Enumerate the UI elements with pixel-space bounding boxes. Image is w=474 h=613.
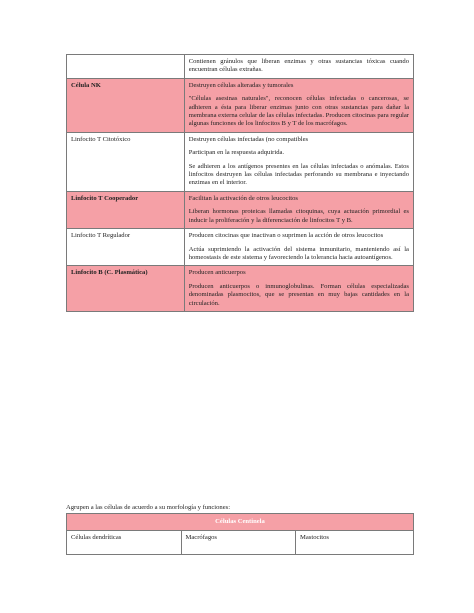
table-row (67, 55, 414, 79)
sentinel-cell: Mastocitos (296, 531, 414, 555)
cell-description (184, 132, 413, 191)
table-row (67, 229, 414, 266)
sentinel-cell: Macrófagos (181, 531, 296, 555)
description-paragraph: Participan en la respuesta adquirida. (188, 149, 285, 157)
description-paragraph: Producen anticuerpos o inmunoglobulinas. Forman células especializadas denominadas plasmocitos, que se presentan en muy bajas cantidades en la circulación. (188, 282, 409, 307)
cell-description (184, 78, 413, 132)
description-paragraph: Actúa suprimiendo la activación del sistema inmunitario, manteniendo así la homeostasis de este sistema y favoreciendo la tolerancia hacia autoantígenos. (188, 245, 409, 261)
description-paragraph: Producen citocinas que inactivan o suprimen la acción de otros leucocitos (188, 232, 384, 240)
cell-name: Linfocito T Cooperador (67, 191, 185, 228)
description-paragraph: Facilitan la activación de otros leucocitos (188, 194, 298, 202)
description-paragraph: Se adhieren a los antígenos presentes en las células infectadas o anómalas. Estos linfocitos destruyen las células infectadas perforando su membrana e inyectando enzimas en el interior. (188, 162, 409, 187)
cell-description (184, 191, 413, 228)
cell-description (184, 55, 413, 79)
cell-name: Linfocito T Regulador (67, 229, 185, 266)
description-paragraph: Destruyen células infectadas (no compatibles (188, 135, 309, 143)
cell-types-table-body (67, 55, 414, 312)
cell-name: Linfocito B (C. Plasmática) (67, 266, 185, 312)
cell-name (67, 55, 185, 79)
description-paragraph: "Células asesinas naturales", reconocen células infectadas o cancerosas, se adhieren a ésta para liberar enzimas junto con otras sustancias para dañar la membrana externa celular de las células infectadas. Producen citocinas para regular algunas funciones de los linfocitos B y T de los macrófagos. (188, 95, 409, 128)
description-paragraph: Liberan hormonas proteicas llamadas citoquinas, cuya actuación primordial es inducir la proliferación y la diferenciación de linfocitos T y B. (188, 208, 409, 224)
intro-text: Agrupen a las células de acuerdo a su morfología y funciones: (66, 504, 231, 511)
cell-name: Célula NK (67, 78, 185, 132)
cell-name: Linfocito T Citotóxico (67, 132, 185, 191)
cell-description (184, 229, 413, 266)
cell-description (184, 266, 413, 312)
table-row (67, 132, 414, 191)
table-row (67, 78, 414, 132)
sentinel-header-row (67, 514, 414, 531)
sentinel-cell: Células dendríticas (67, 531, 182, 555)
table-row (67, 266, 414, 312)
sentinel-cells-table (66, 513, 414, 555)
description-paragraph: Destruyen células alteradas y tumorales (188, 81, 294, 89)
sentinel-cells-row (67, 531, 414, 555)
cell-types-table (66, 54, 414, 312)
table-row (67, 191, 414, 228)
description-paragraph: Contienen gránulos que liberan enzimas y otras sustancias tóxicas cuando encuentran células extrañas. (188, 58, 409, 74)
sentinel-header: Células Centinela (67, 514, 414, 531)
description-paragraph: Producen anticuerpos (188, 269, 246, 277)
